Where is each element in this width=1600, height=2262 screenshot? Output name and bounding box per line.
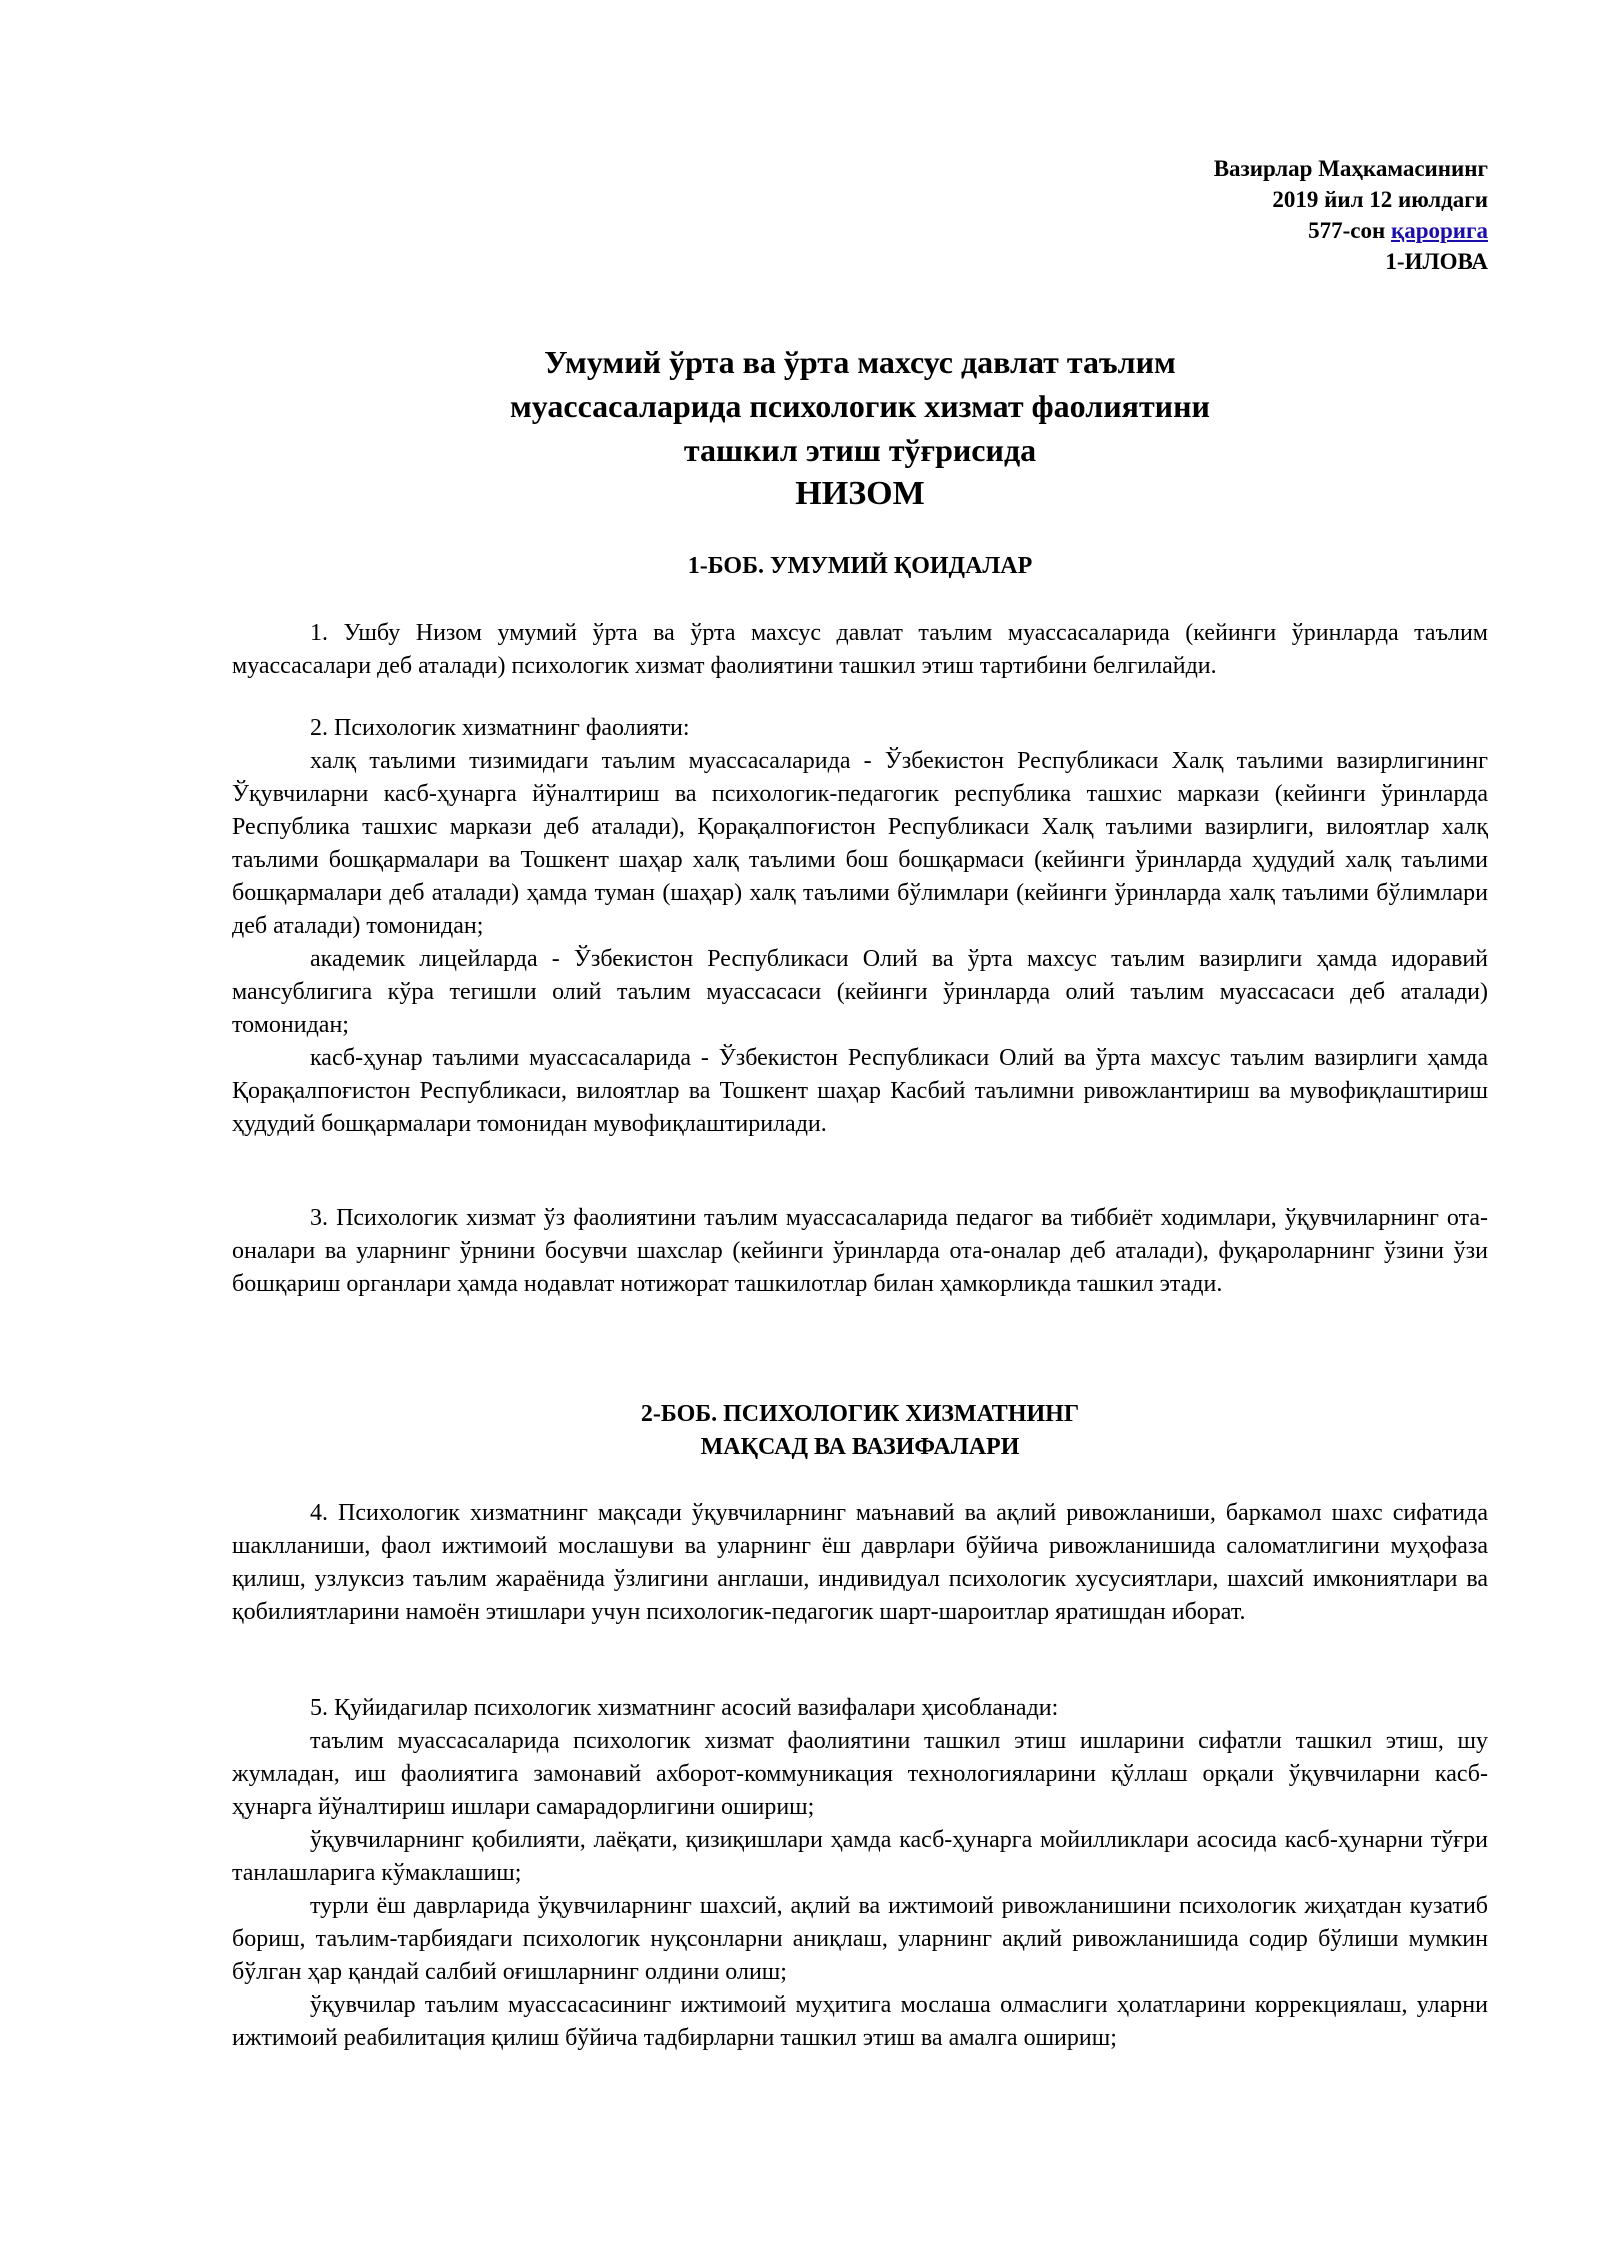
appendix-line-1: Вазирлар Маҳкамасининг	[1213, 156, 1488, 181]
paragraph-5-item-c: турли ёш даврларида ўқувчиларнинг шахсий, ақлий ва ижтимоий ривожланишини психологик жиҳатдан кузатиб бориш, таълим-тарбиядаги психологик нуқсонларни аниқлаш, уларнинг ақлий ривожланишида содир бўлиши мумкин бўлган ҳар қандай салбий оғишларнинг олдини олиш;	[232, 1893, 1488, 1985]
document-title	[232, 340, 1488, 516]
paragraph-5-intro: 5. Қуйидагилар психологик хизматнинг асосий вазифалари ҳисобланади:	[310, 1695, 1059, 1721]
paragraph-5	[232, 1692, 1488, 2055]
paragraph-4	[232, 1497, 1488, 1629]
resolution-link[interactable]: қарорига	[1390, 218, 1488, 243]
chapter-1-heading-text: 1-БОБ. УМУМИЙ ҚОИДАЛАР	[687, 553, 1033, 579]
title-line-1: Умумий ўрта ва ўрта махсус давлат таълим	[544, 344, 1176, 380]
paragraph-5-item-d: ўқувчилар таълим муассасасининг ижтимоий муҳитига мослаша олмаслиги ҳолатларини коррекциялаш, уларни ижтимоий реабилитация қилиш бўйича тадбирларни ташкил этиш ва амалга ошириш;	[232, 1992, 1488, 2051]
paragraph-1-text: 1. Ушбу Низом умумий ўрта ва ўрта махсус давлат таълим муассасаларида (кейинги ўринларда таълим муассасалари деб аталади) психологик хизмат фаолиятини ташкил этиш тартибини белгилайди.	[232, 620, 1488, 679]
appendix-header	[1214, 153, 1488, 277]
paragraph-2-item-a: халқ таълими тизимидаги таълим муассасаларида - Ўзбекистон Республикаси Халқ таълими вазирлигининг Ўқувчиларни касб-ҳунарга йўналтириш ва психологик-педагогик республика ташхис маркази (кейинги ўринларда Республика ташхис маркази деб аталади), Қорақалпоғистон Республикаси Халқ таълими вазирлиги, вилоятлар халқ таълими бошқармалари ва Тошкент шаҳар халқ таълими бош бошқармаси (кейинги ўринларда ҳудудий халқ таълими бошқармалари деб аталади) ҳамда туман (шаҳар) халқ таълими бўлимлари (кейинги ўринларда халқ таълими бўлимлари деб аталади) томонидан;	[232, 748, 1488, 939]
appendix-line-2: 2019 йил 12 июлдаги	[1272, 187, 1488, 212]
chapter-2-heading-line-1: 2-БОБ. ПСИХОЛОГИК ХИЗМАТНИНГ	[640, 1401, 1080, 1427]
paragraph-2-item-b: академик лицейларда - Ўзбекистон Республикаси Олий ва ўрта махсус таълим вазирлиги ҳамда идоравий мансублигига кўра тегишли олий таълим муассасаси (кейинги ўринларда олий таълим муассасаси деб аталади) томонидан;	[232, 946, 1488, 1038]
paragraph-2-item-c: касб-ҳунар таълими муассасаларида - Ўзбекистон Республикаси Олий ва ўрта махсус таълим вазирлиги ҳамда Қорақалпоғистон Республикаси, вилоятлар ва Тошкент шаҳар Касбий таълимни ривожлантириш ва мувофиқлаштириш ҳудудий бошқармалари томонидан мувофиқлаштирилади.	[232, 1045, 1488, 1137]
chapter-1-heading	[232, 550, 1488, 583]
title-line-3: ташкил этиш тўғрисида	[683, 432, 1037, 468]
paragraph-4-text: 4. Психологик хизматнинг мақсади ўқувчиларнинг маънавий ва ақлий ривожланиши, баркамол шахс сифатида шаклланиши, фаол ижтимоий мослашуви ва уларнинг ёш даврлари бўйича ривожланишида саломатлигини муҳофаза қилиш, узлуксиз таълим жараёнида ўзлигини англаши, индивидуал психологик хусусиятлари, шахсий имкониятлари ва қобилиятларини намоён этишлари учун психологик-педагогик шарт-шароитлар яратишдан иборат.	[232, 1500, 1488, 1625]
chapter-2-heading	[232, 1398, 1488, 1464]
paragraph-2-intro: 2. Психологик хизматнинг фаолияти:	[310, 715, 690, 741]
appendix-line-3	[1214, 215, 1488, 246]
appendix-line-4: 1-ИЛОВА	[1385, 249, 1488, 274]
title-line-2: муассасаларида психологик хизмат фаолиятини	[510, 388, 1210, 424]
appendix-number: 577-сон	[1308, 218, 1391, 243]
paragraph-1	[232, 617, 1488, 683]
paragraph-3	[232, 1202, 1488, 1301]
paragraph-5-item-b: ўқувчиларнинг қобилияти, лаёқати, қизиқишлари ҳамда касб-ҳунарга мойилликлари асосида касб-ҳунарни тўғри танлашларига кўмаклашиш;	[232, 1827, 1488, 1886]
paragraph-5-item-a: таълим муассасаларида психологик хизмат фаолиятини ташкил этиш ишларини сифатли ташкил этиш, шу жумладан, иш фаолиятига замонавий ахборот-коммуникация технологияларини қўллаш орқали ўқувчиларни касб-ҳунарга йўналтириш ишлари самарадорлигини ошириш;	[232, 1728, 1488, 1820]
paragraph-2	[232, 712, 1488, 1141]
chapter-2-heading-line-2: МАҚСАД ВА ВАЗИФАЛАРИ	[700, 1434, 1020, 1460]
paragraph-3-text: 3. Психологик хизмат ўз фаолиятини таълим муассасаларида педагог ва тиббиёт ходимлари, ўқувчиларнинг ота-оналари ва уларнинг ўрнини босувчи шахслар (кейинги ўринларда ота-оналар деб аталади), фуқароларнинг ўзини ўзи бошқариш органлари ҳамда нодавлат нотижорат ташкилотлар билан ҳамкорликда ташкил этади.	[232, 1205, 1488, 1297]
title-line-4: НИЗОМ	[795, 475, 925, 512]
